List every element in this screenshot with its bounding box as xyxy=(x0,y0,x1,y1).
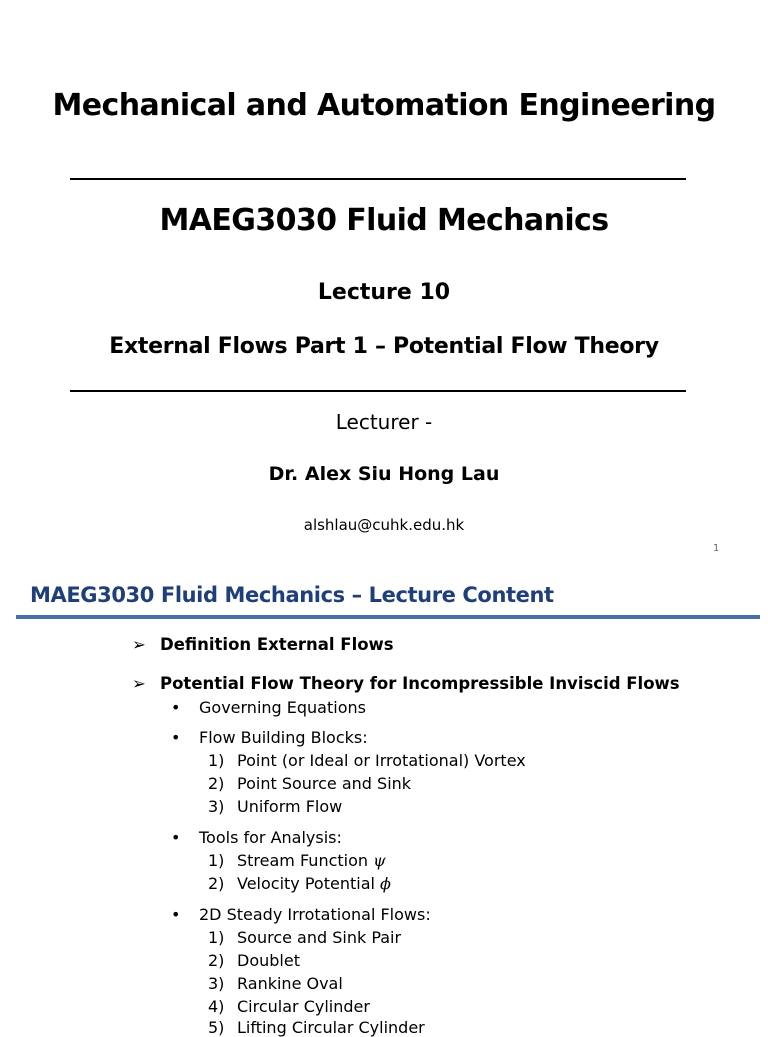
numbered-item xyxy=(208,1018,425,1037)
item-label: Tools for Analysis: xyxy=(199,828,342,847)
bullet-icon: • xyxy=(171,828,181,847)
list-item xyxy=(171,728,368,747)
item-label: Uniform Flow xyxy=(237,797,343,816)
bullet-icon: • xyxy=(171,905,181,924)
section-item xyxy=(132,635,394,654)
numbered-item xyxy=(208,851,386,870)
item-number: 4) xyxy=(208,997,225,1016)
item-number: 5) xyxy=(208,1018,225,1037)
item-number: 1) xyxy=(208,928,225,947)
numbered-item xyxy=(208,997,370,1016)
item-label: Lifting Circular Cylinder xyxy=(237,1018,425,1037)
item-number: 1) xyxy=(208,751,225,770)
section-label: Definition External Flows xyxy=(160,635,394,654)
item-label: Point Source and Sink xyxy=(237,774,412,793)
item-label: Governing Equations xyxy=(199,698,366,717)
item-label: Velocity Potential xyxy=(237,874,375,893)
lecturer-label: Lecturer - xyxy=(335,410,433,434)
lecture-topic: External Flows Part 1 – Potential Flow Theory xyxy=(109,334,659,359)
content-title: MAEG3030 Fluid Mechanics – Lecture Content xyxy=(30,583,554,607)
item-number: 3) xyxy=(208,797,225,816)
numbered-item xyxy=(208,751,526,770)
item-number: 2) xyxy=(208,874,225,893)
divider-bottom xyxy=(70,390,686,392)
title-underline xyxy=(16,615,760,619)
section-label: Potential Flow Theory for Incompressible Inviscid Flows xyxy=(160,674,680,693)
bullet-icon: • xyxy=(171,698,181,717)
list-item xyxy=(171,905,431,924)
numbered-item xyxy=(208,951,300,970)
item-label: Doublet xyxy=(237,951,300,970)
content-slide xyxy=(0,560,768,1037)
page-number: 1 xyxy=(713,543,720,554)
divider-top xyxy=(70,178,686,180)
arrow-bullet-icon: ➢ xyxy=(132,674,146,693)
psi-symbol: ψ xyxy=(373,851,386,870)
item-label: Point (or Ideal or Irrotational) Vortex xyxy=(237,751,526,770)
lecturer-name: Dr. Alex Siu Hong Lau xyxy=(268,463,500,485)
lecturer-email[interactable]: alshlau@cuhk.edu.hk xyxy=(303,516,465,534)
item-label: 2D Steady Irrotational Flows: xyxy=(199,905,431,924)
numbered-item xyxy=(208,974,343,993)
bullet-icon: • xyxy=(171,728,181,747)
item-label: Flow Building Blocks: xyxy=(199,728,368,747)
item-label: Source and Sink Pair xyxy=(237,928,402,947)
numbered-item xyxy=(208,874,391,893)
item-label: Circular Cylinder xyxy=(237,997,370,1016)
phi-symbol: ϕ xyxy=(380,874,391,893)
numbered-item xyxy=(208,928,401,947)
department-title: Mechanical and Automation Engineering xyxy=(52,88,716,123)
list-item xyxy=(171,828,342,847)
item-number: 2) xyxy=(208,774,225,793)
item-number: 1) xyxy=(208,851,225,870)
list-item xyxy=(171,698,366,717)
section-item xyxy=(132,674,680,693)
numbered-item xyxy=(208,774,411,793)
item-label: Stream Function xyxy=(237,851,369,870)
arrow-bullet-icon: ➢ xyxy=(132,635,146,654)
course-title: MAEG3030 Fluid Mechanics xyxy=(159,203,609,238)
item-label: Rankine Oval xyxy=(237,974,343,993)
item-number: 2) xyxy=(208,951,225,970)
numbered-item xyxy=(208,797,342,816)
lecture-number: Lecture 10 xyxy=(317,280,451,305)
item-number: 3) xyxy=(208,974,225,993)
